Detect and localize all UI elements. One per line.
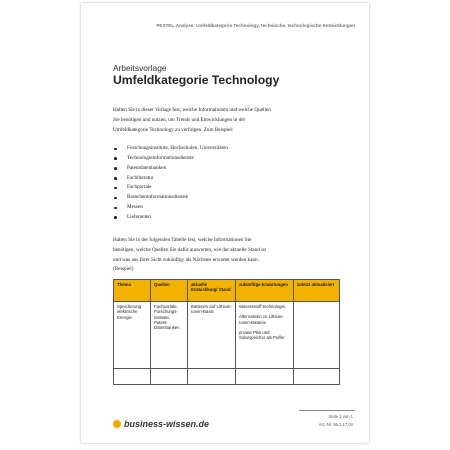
list-item: Lieferanten: [113, 213, 228, 223]
document-kicker: Arbeitsvorlage: [113, 63, 167, 73]
bullet-icon: [114, 197, 117, 200]
bullet-icon: [114, 177, 117, 180]
table-cell: [188, 369, 236, 385]
expectation-text: Alternativen zu Lithium-Ionen-Batterie: [239, 314, 284, 325]
table-cell: Fachportale, Forschungs-institute, Patent-Datenbanken: [151, 302, 188, 369]
table-cell: [114, 369, 151, 385]
column-header-quellen: Quellen: [151, 280, 188, 302]
table-row: [114, 302, 340, 369]
list-item: Technologieinformationsdienste: [113, 154, 228, 164]
table-intro-paragraph: [113, 236, 333, 275]
logo-text: business-wissen.de: [124, 419, 210, 429]
expectation-text: private Pkw und Solarspeicher als Puffer: [239, 329, 285, 341]
intro-line: Sie benötigen und nutzen, um Trends und Entwicklungen in der: [113, 116, 246, 123]
table-cell: [236, 302, 294, 369]
running-head: PESTEL-Analyse: Umfeldkategorie Technology, technische, technologische Entwicklungen: [156, 23, 355, 28]
table-header-row: [114, 280, 340, 302]
table-cell: [236, 369, 294, 385]
bullet-icon: [114, 148, 117, 151]
source-bullet-list: [113, 144, 228, 223]
bullet-icon: [114, 157, 117, 160]
table-cell: [294, 369, 340, 385]
bullet-icon: [114, 207, 117, 210]
table-cell: Batterien auf Lithium-Ionen-Basis: [188, 302, 236, 369]
column-header-aktualisiert: zuletzt aktualisiert: [294, 280, 340, 302]
table-intro-line: und was aus Ihrer Sicht zukünftig/ als Nächstes erwartet werden kann.: [113, 256, 259, 263]
intro-line: Umfeldkategorie Technology zu verfolgen. Zum Beispiel:: [113, 126, 234, 133]
column-header-erwartungen: zukünftige Erwartungen: [236, 280, 294, 302]
logo-dot-icon: [113, 420, 121, 428]
list-item: Brancheninformationsdienste: [113, 193, 228, 203]
bullet-icon: [114, 216, 117, 219]
table-cell: Speicherung elektrische Energie: [114, 302, 151, 369]
intro-line: Halten Sie in dieser Vorlage fest, welche Informationen und welche Quellen: [113, 107, 271, 113]
table-cell: [151, 369, 188, 385]
table-row: [114, 369, 340, 385]
list-item: Forschungsinstitute, Hochschulen, Universitäten: [113, 144, 228, 154]
table-intro-line: benötigen, welche Quellen Sie dafür auswerten, wie der aktuelle Stand ist: [113, 246, 266, 253]
table-intro-line: (Beispiel): [113, 266, 134, 273]
column-header-thema: Thema: [114, 280, 151, 302]
table-cell: [294, 302, 340, 369]
list-item: Fachportale: [113, 183, 228, 193]
analysis-table: [113, 279, 340, 385]
bullet-icon: [114, 187, 117, 190]
brand-logo: [113, 419, 209, 429]
table-intro-line: Halten Sie in der folgenden Tabelle fest, welche Informationen Sie: [113, 237, 252, 243]
intro-paragraph: [113, 106, 333, 135]
footer-divider: [299, 410, 355, 411]
expectation-text: Wasserstoff-technologie,: [239, 304, 287, 309]
document-page: [81, 3, 369, 443]
list-item: Messen: [113, 203, 228, 213]
list-item: Fachliteratur: [113, 174, 228, 184]
column-header-stand: aktuelle Entwicklung/ Stand: [188, 280, 236, 302]
page-title: Umfeldkategorie Technology: [113, 73, 280, 87]
list-item: Patentdatenbanken: [113, 164, 228, 174]
article-number: Art.-Nr. 99.2.17.04: [318, 422, 353, 427]
bullet-icon: [114, 167, 117, 170]
page-number: Seite 1 von 1: [328, 414, 353, 419]
